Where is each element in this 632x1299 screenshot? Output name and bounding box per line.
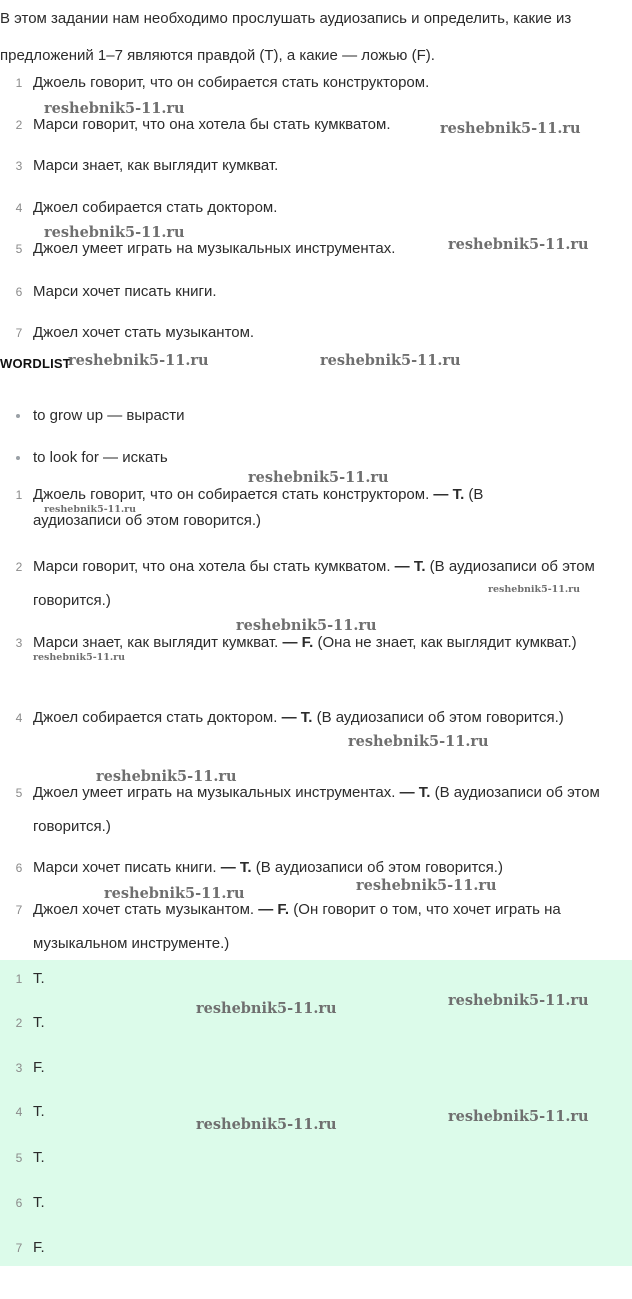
answer-value: T. bbox=[33, 1103, 45, 1120]
watermark: reshebnik5-11.ru bbox=[44, 504, 137, 515]
wordlist-item bbox=[0, 405, 632, 427]
item-number: 1 bbox=[15, 488, 23, 502]
item-number: 7 bbox=[15, 903, 23, 917]
item-number: 2 bbox=[15, 1016, 23, 1030]
statement-text: Джоель говорит, что он собирается стать конструктором. bbox=[33, 74, 430, 91]
list-item bbox=[0, 322, 632, 344]
explanation-text: Джоел хочет стать музыкантом. bbox=[33, 901, 255, 918]
item-number: 3 bbox=[15, 159, 23, 173]
watermark: reshebnik5-11.ru bbox=[448, 236, 589, 253]
answer-item bbox=[0, 1057, 632, 1079]
watermark: reshebnik5-11.ru bbox=[196, 1000, 337, 1017]
verdict: — T. bbox=[399, 784, 431, 801]
list-item bbox=[0, 281, 632, 303]
answer-value: F. bbox=[33, 1239, 45, 1256]
answer-item bbox=[0, 1147, 632, 1169]
explanation-note: (В аудиозаписи об этом говорится.) bbox=[255, 859, 503, 876]
watermark: reshebnik5-11.ru bbox=[356, 877, 497, 894]
verdict: — T. bbox=[220, 859, 252, 876]
verdict: — F. bbox=[282, 634, 314, 651]
explanation-text: Джоел собирается стать доктором. bbox=[33, 709, 278, 726]
explanation-text: Марси знает, как выглядит кумкват. bbox=[33, 634, 279, 651]
watermark: reshebnik5-11.ru bbox=[33, 652, 126, 663]
explanation-note: (В аудиозаписи об этом говорится.) bbox=[316, 709, 564, 726]
item-number: 7 bbox=[15, 326, 23, 340]
watermark: reshebnik5-11.ru bbox=[320, 352, 461, 369]
verdict: — T. bbox=[281, 709, 313, 726]
intro-text: В этом задании нам необходимо прослушать аудиозапись и определить, какие из предложений 1–7 являются правдой (T), а какие — ложью (F). bbox=[0, 10, 572, 64]
watermark: reshebnik5-11.ru bbox=[44, 100, 185, 117]
statement-text: Джоел умеет играть на музыкальных инструментах. bbox=[33, 240, 396, 257]
wordlist-item bbox=[0, 447, 632, 469]
answer-item bbox=[0, 968, 632, 990]
explanation-note: (Он говорит о том, что хочет играть на музыкальном инструменте.) bbox=[33, 901, 561, 952]
item-number: 5 bbox=[15, 242, 23, 256]
wordlist-text: to look for — искать bbox=[33, 449, 168, 466]
item-number: 4 bbox=[15, 201, 23, 215]
list-item bbox=[0, 155, 632, 177]
watermark: reshebnik5-11.ru bbox=[248, 469, 389, 486]
answer-value: F. bbox=[33, 1059, 45, 1076]
explanation-text: Джоел умеет играть на музыкальных инструментах. bbox=[33, 784, 396, 801]
watermark: reshebnik5-11.ru bbox=[440, 120, 581, 137]
item-number: 2 bbox=[15, 118, 23, 132]
item-number: 6 bbox=[15, 285, 23, 299]
statement-text: Марси знает, как выглядит кумкват. bbox=[33, 157, 279, 174]
item-number: 6 bbox=[15, 1196, 23, 1210]
answer-value: T. bbox=[33, 1014, 45, 1031]
bullet-icon bbox=[16, 414, 20, 418]
item-number: 4 bbox=[15, 711, 23, 725]
item-number: 6 bbox=[15, 861, 23, 875]
item-number: 1 bbox=[15, 972, 23, 986]
explanation-text: Марси говорит, что она хотела бы стать кумкватом. bbox=[33, 558, 391, 575]
watermark: reshebnik5-11.ru bbox=[448, 992, 589, 1009]
watermark: reshebnik5-11.ru bbox=[448, 1108, 589, 1125]
watermark: reshebnik5-11.ru bbox=[196, 1116, 337, 1133]
item-number: 2 bbox=[15, 560, 23, 574]
list-item bbox=[0, 197, 632, 219]
verdict: — T. bbox=[433, 486, 465, 503]
item-number: 5 bbox=[15, 786, 23, 800]
watermark: reshebnik5-11.ru bbox=[68, 352, 209, 369]
answer-value: T. bbox=[33, 1194, 45, 1211]
wordlist-text: to grow up — вырасти bbox=[33, 407, 185, 424]
answer-value: T. bbox=[33, 1149, 45, 1166]
explanation-item bbox=[0, 857, 632, 879]
item-number: 7 bbox=[15, 1241, 23, 1255]
statement-text: Джоел хочет стать музыкантом. bbox=[33, 324, 255, 341]
explanation-text: Марси хочет писать книги. bbox=[33, 859, 217, 876]
explanation-text: Джоель говорит, что он собирается стать конструктором. bbox=[33, 486, 430, 503]
watermark: reshebnik5-11.ru bbox=[236, 617, 377, 634]
watermark: reshebnik5-11.ru bbox=[104, 885, 245, 902]
watermark: reshebnik5-11.ru bbox=[488, 584, 581, 595]
verdict: — F. bbox=[258, 901, 290, 918]
statement-text: Марси хочет писать книги. bbox=[33, 283, 217, 300]
watermark: reshebnik5-11.ru bbox=[44, 224, 185, 241]
answer-item bbox=[0, 1237, 632, 1259]
bullet-icon bbox=[16, 456, 20, 460]
explanation-note: (В аудиозаписи об этом говорится.) bbox=[33, 486, 484, 529]
verdict: — T. bbox=[394, 558, 426, 575]
item-number: 1 bbox=[15, 76, 23, 90]
explanation-note: (В аудиозаписи об этом говорится.) bbox=[33, 558, 595, 609]
explanation-note: (В аудиозаписи об этом говорится.) bbox=[33, 784, 600, 835]
wordlist-heading: WORDLIST bbox=[0, 356, 71, 371]
item-number: 4 bbox=[15, 1105, 23, 1119]
statement-text: Джоел собирается стать доктором. bbox=[33, 199, 278, 216]
item-number: 3 bbox=[15, 1061, 23, 1075]
answer-value: T. bbox=[33, 970, 45, 987]
list-item bbox=[0, 72, 632, 94]
item-number: 3 bbox=[15, 636, 23, 650]
explanation-note: (Она не знает, как выглядит кумкват.) bbox=[317, 634, 577, 651]
statement-text: Марси говорит, что она хотела бы стать кумкватом. bbox=[33, 116, 391, 133]
answer-item bbox=[0, 1192, 632, 1214]
watermark: reshebnik5-11.ru bbox=[96, 768, 237, 785]
item-number: 5 bbox=[15, 1151, 23, 1165]
watermark: reshebnik5-11.ru bbox=[348, 733, 489, 750]
